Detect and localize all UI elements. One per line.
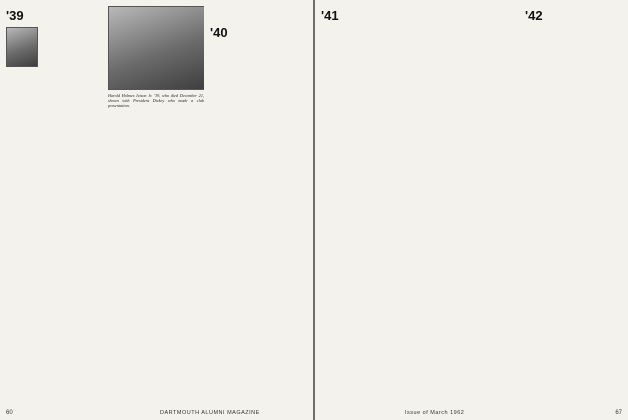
right-column-2 xyxy=(423,6,519,400)
class-note-header-39 xyxy=(6,9,102,22)
group-photo xyxy=(108,6,204,90)
left-column-1 xyxy=(6,6,102,400)
class-year: '40 xyxy=(210,25,228,40)
page-footer: Issue of March 1962 xyxy=(405,410,465,416)
photo-caption: Harold Holmes Ivison Jr. '39, who died December 21, shown with President Dickey who made a club presentation. xyxy=(108,93,204,108)
class-note-header-40 xyxy=(210,26,307,39)
class-year: '39 xyxy=(6,8,24,23)
class-note-header-41 xyxy=(321,9,417,22)
class-year: '42 xyxy=(525,8,543,23)
class-note-header-42 xyxy=(525,9,622,22)
right-page xyxy=(315,0,628,420)
left-column-2 xyxy=(108,6,204,400)
right-column-1 xyxy=(321,6,417,400)
left-page xyxy=(0,0,313,420)
portrait-photo xyxy=(6,27,38,67)
class-year: '41 xyxy=(321,8,339,23)
page-footer: DARTMOUTH ALUMNI MAGAZINE xyxy=(160,410,260,416)
left-column-3 xyxy=(210,6,307,400)
page-number: 60 xyxy=(6,410,13,416)
right-column-3 xyxy=(525,6,622,400)
page-number: 67 xyxy=(615,410,622,416)
